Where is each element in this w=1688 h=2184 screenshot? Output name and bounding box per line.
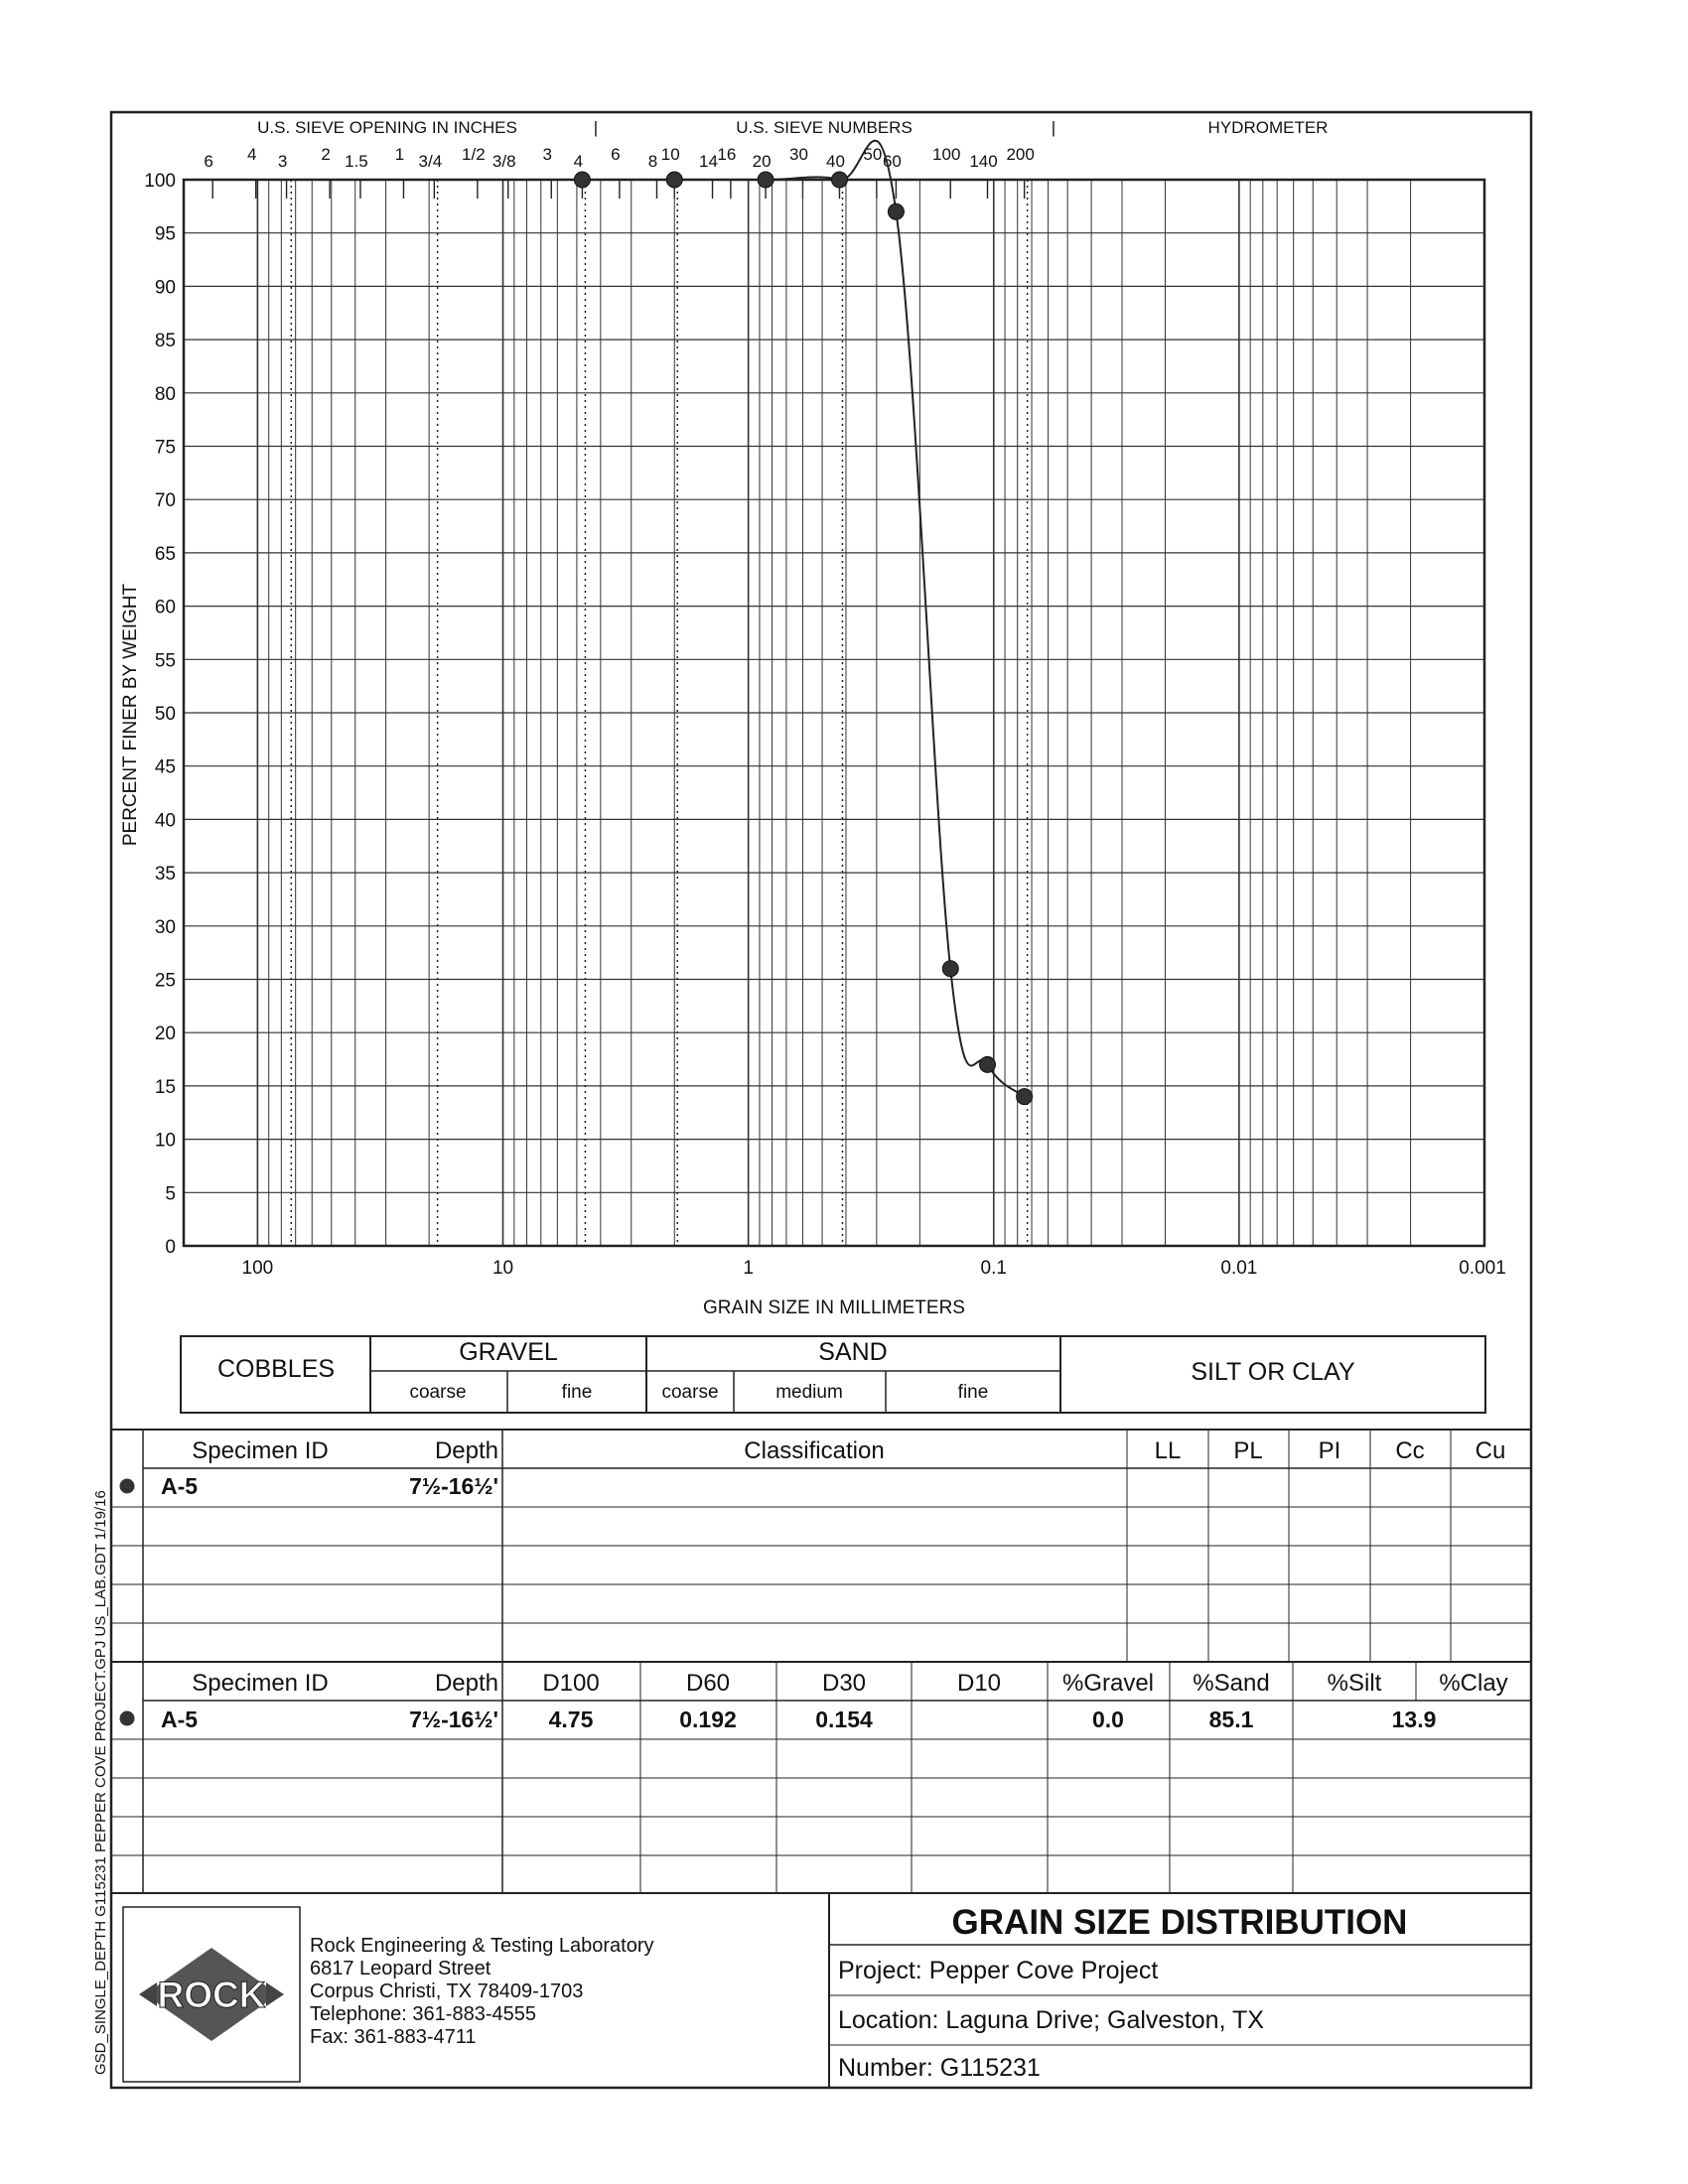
x-axis-ticks [242,1258,1506,1279]
data-point [888,204,904,219]
location-line: Location: Laguna Drive; Galveston, TX [838,2006,1264,2034]
t2-header-clay: %Clay [1439,1670,1508,1697]
t1-row-marker [120,1479,135,1494]
t1-header-classification: Classification [744,1437,885,1464]
sieve-label: 20 [752,152,772,171]
data-point [1017,1089,1033,1105]
gravel-fine-label: fine [561,1382,593,1403]
report-title: GRAIN SIZE DISTRIBUTION [951,1903,1408,1942]
y-tick-label: 100 [144,171,176,192]
y-tick-label: 35 [154,864,176,886]
x-tick-label: 0.01 [1220,1258,1258,1279]
sieve-label: 3 [277,152,288,171]
y-tick-label: 75 [154,437,176,459]
chart-grid [184,180,1484,1246]
data-point [666,172,682,188]
logo-text: ROCK [157,1975,266,2015]
series-line-a5 [582,141,1024,1097]
y-tick-label: 70 [154,490,176,512]
classification-bar [181,1336,1485,1413]
data-point [831,172,847,188]
t2-row-silt-clay: 13.9 [1391,1706,1437,1732]
y-tick-label: 60 [154,597,176,618]
t2-header-specimen: Specimen ID [192,1670,329,1697]
y-axis-label: PERCENT FINER BY WEIGHT [120,583,141,847]
rock-logo [139,1948,284,2041]
outer-border [111,112,1531,2088]
x-tick-label: 100 [241,1258,274,1279]
sieve-label: 4 [246,145,257,164]
x-tick-label: 0.001 [1459,1258,1506,1279]
t2-row-sand: 85.1 [1208,1706,1254,1732]
t1-header-depth: Depth [434,1437,498,1464]
sieve-label: 14 [699,152,718,171]
y-tick-label: 20 [154,1024,176,1045]
lab-fax: Fax: 361-883-4711 [310,2026,477,2048]
sieve-label: 16 [717,145,737,164]
t1-header-cu: Cu [1475,1437,1506,1464]
t2-row-d100: 4.75 [548,1706,594,1732]
sand-medium-label: medium [775,1382,843,1403]
y-tick-label: 25 [154,970,176,992]
sieve-label: 200 [1006,145,1035,164]
hydrometer-label: HYDROMETER [1207,118,1329,137]
sieve-label: 3/8 [492,152,516,171]
t1-row-specimen: A-5 [161,1473,199,1499]
series-points [574,172,1032,1105]
silt-clay-label: SILT OR CLAY [1191,1358,1355,1386]
y-tick-label: 10 [154,1130,176,1152]
x-axis-label: GRAIN SIZE IN MILLIMETERS [703,1297,965,1318]
t1-row-depth: 7½-16½' [409,1473,498,1499]
x-tick-label: 0.1 [980,1258,1007,1279]
sand-coarse-label: coarse [661,1382,719,1403]
classification-table [111,1430,1531,1893]
y-tick-label: 0 [165,1237,176,1258]
t2-header-silt: %Silt [1327,1670,1382,1697]
project-line: Project: Pepper Cove Project [838,1957,1159,1984]
sieve-label: 6 [611,145,621,164]
data-point [758,172,774,188]
sieve-label: 60 [882,152,902,171]
y-tick-label: 80 [154,383,176,405]
cobbles-label: COBBLES [216,1355,336,1383]
sieve-label: 140 [969,152,998,171]
sieve-label: 6 [204,152,213,171]
y-axis-ticks [144,171,176,1258]
t1-header-cc: Cc [1395,1437,1425,1464]
sieve-numbers-label: U.S. SIEVE NUMBERS [736,118,913,137]
t1-header-pi: PI [1318,1437,1341,1464]
t2-row-d30: 0.154 [815,1706,873,1732]
number-line: Number: G115231 [838,2054,1041,2082]
y-tick-label: 45 [154,756,176,778]
side-note: GSD_SINGLE_DEPTH G115231 PEPPER COVE PROJECT.GPJ US_LAB.GDT 1/19/16 [92,1490,109,2075]
lab-address-1: 6817 Leopard Street [310,1958,492,1979]
sieve-label: 10 [660,145,680,164]
x-tick-label: 10 [492,1258,514,1279]
sand-label: SAND [818,1338,888,1366]
data-point [574,172,590,188]
sieve-label: 8 [647,152,658,171]
gravel-coarse-label: coarse [409,1382,467,1403]
t2-header-d60: D60 [685,1670,731,1697]
y-tick-label: 95 [154,223,176,245]
t2-row-d60: 0.192 [679,1706,737,1732]
sand-fine-label: fine [957,1382,989,1403]
y-tick-label: 85 [154,331,176,352]
t2-header-gravel: %Gravel [1061,1670,1155,1697]
t2-row-depth: 7½-16½' [409,1706,498,1732]
sieve-label: 1.5 [345,152,368,171]
y-tick-label: 65 [154,543,176,565]
t2-row-marker [120,1711,135,1726]
data-point [942,961,958,977]
t2-header-d10: D10 [956,1670,1002,1697]
t2-row-gravel: 0.0 [1092,1706,1124,1732]
gradation-table [111,1662,1531,1893]
y-tick-label: 40 [154,810,176,832]
y-tick-label: 50 [154,704,176,725]
sieve-label: 100 [932,145,961,164]
sieve-opening-label: U.S. SIEVE OPENING IN INCHES [257,118,517,137]
t1-header-pl: PL [1233,1437,1263,1464]
lab-name: Rock Engineering & Testing Laboratory [310,1935,654,1957]
sieve-label: 1/2 [462,145,486,164]
sieve-label: 30 [788,145,808,164]
t2-row-specimen: A-5 [161,1706,199,1732]
y-tick-label: 55 [154,650,176,672]
header-separator: | [593,118,599,137]
sieve-label: 1 [394,145,405,164]
t2-header-depth: Depth [434,1670,498,1697]
sieve-label: 4 [573,152,584,171]
data-point [980,1056,996,1072]
gravel-label: GRAVEL [459,1338,558,1366]
sieve-label: 40 [826,152,845,171]
y-tick-label: 15 [154,1076,176,1098]
header-separator: | [1051,118,1056,137]
lab-phone: Telephone: 361-883-4555 [310,2003,536,2025]
sieve-label: 3 [542,145,552,164]
t1-header-specimen: Specimen ID [192,1437,329,1464]
sieve-label: 2 [321,145,331,164]
t2-header-d30: D30 [821,1670,867,1697]
lab-address-2: Corpus Christi, TX 78409-1703 [310,1980,584,2002]
x-tick-label: 1 [743,1258,754,1279]
sieve-scale [204,145,1034,199]
sieve-label: 3/4 [418,152,443,171]
t2-header-d100: D100 [542,1670,600,1697]
footer [123,1893,1531,2088]
y-tick-label: 90 [154,277,176,299]
t2-header-sand: %Sand [1193,1670,1270,1697]
t1-header-ll: LL [1154,1437,1182,1464]
y-tick-label: 30 [154,916,176,938]
y-tick-label: 5 [165,1183,176,1205]
sieve-label: 50 [863,145,883,164]
